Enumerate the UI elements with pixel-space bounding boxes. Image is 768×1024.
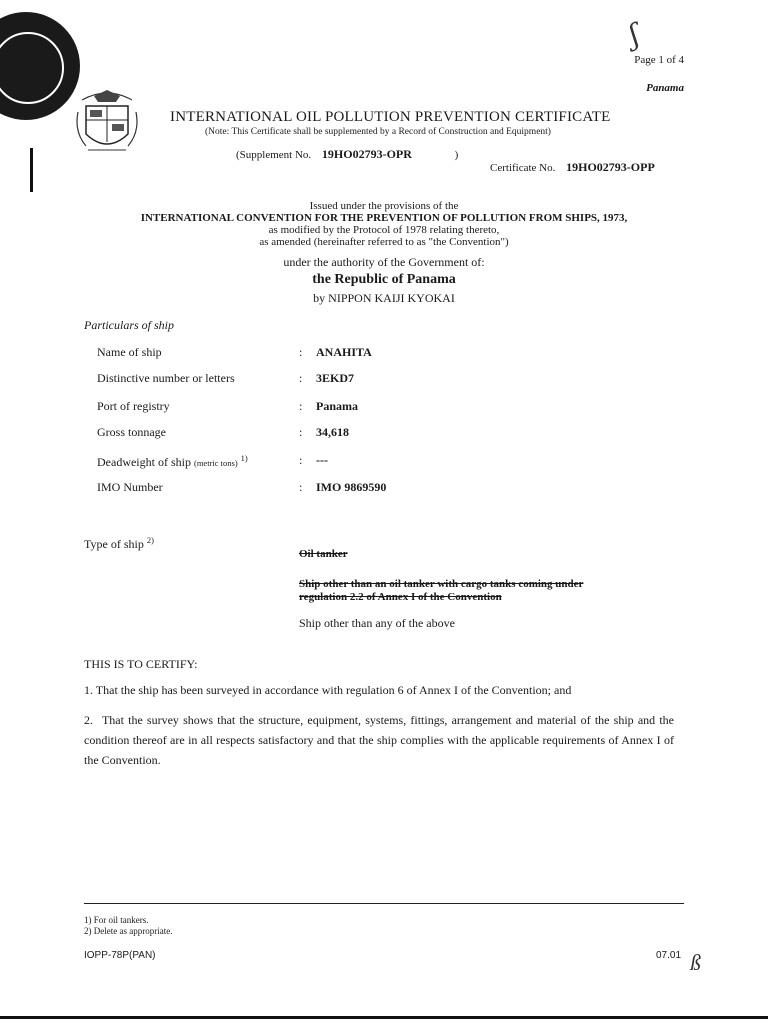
certify-heading: THIS IS TO CERTIFY: (84, 657, 198, 671)
deadweight-label: Deadweight of ship (97, 455, 191, 469)
particular-label: Distinctive number or letters (97, 371, 235, 385)
footnote-ref: 2) (146, 535, 154, 545)
particular-colon: : (299, 453, 303, 467)
issued-line-1: Issued under the provisions of the (309, 200, 459, 212)
particular-label: Port of registry (97, 399, 170, 413)
panama-coat-of-arms-emblem (72, 82, 142, 162)
imo-number-value: IMO 9869590 (316, 480, 387, 494)
ship-type-option-oil-tanker-struck: Oil tanker (299, 548, 348, 560)
particular-label: Gross tonnage (97, 425, 166, 439)
certificate-number-label: Certificate No. (490, 162, 556, 174)
page-number: Page 1 of 4 (634, 54, 684, 66)
form-code: IOPP-78P(PAN) (84, 950, 156, 961)
particular-colon: : (299, 425, 303, 439)
particular-colon: : (299, 371, 303, 385)
call-sign-value: 3EKD7 (316, 371, 355, 385)
deadweight-unit: (metric tons) (193, 458, 238, 468)
handwritten-page-mark: ß (690, 950, 701, 975)
ship-type-option-selected: Ship other than any of the above (299, 616, 455, 630)
certificate-title: INTERNATIONAL OIL POLLUTION PREVENTION CERTIFICATE (170, 109, 611, 125)
scan-edge-bar (0, 1016, 768, 1019)
certify-item-2 (84, 710, 674, 770)
deadweight-value: --- (316, 453, 328, 467)
particular-colon: : (299, 399, 303, 413)
certify-item-2-number: 2. (84, 713, 93, 727)
certificate-note: (Note: This Certificate shall be supplemented by a Record of Construction and Equipment) (205, 127, 551, 137)
supplement-number: 19HO02793-OPR (321, 147, 412, 161)
footnote-divider (84, 903, 684, 904)
particular-colon: : (299, 480, 303, 494)
port-of-registry-value: Panama (316, 399, 358, 413)
issuing-society: by NIPPON KAIJI KYOKAI (313, 291, 455, 305)
footnote-2: 2) Delete as appropriate. (84, 926, 173, 936)
handwritten-initial-mark: ʃ (624, 17, 644, 52)
particular-label: IMO Number (97, 480, 163, 494)
certificate-number-line (490, 160, 655, 175)
margin-mark (30, 148, 33, 192)
ship-type-option-cargo-tanks-struck: Ship other than an oil tanker with cargo tanks coming under regulation 2.2 of Annex I of the Convention (299, 578, 584, 603)
supplement-close: ) (454, 149, 459, 161)
government-name: the Republic of Panama (312, 272, 456, 287)
particular-label (97, 453, 248, 470)
issued-line-4: as amended (hereinafter referred to as "the Convention") (259, 236, 509, 248)
gross-tonnage-value: 34,618 (316, 425, 349, 439)
footnote-ref: 1) (240, 453, 248, 463)
authority-line: under the authority of the Government of: (283, 255, 485, 269)
certificate-number: 19HO02793-OPP (566, 160, 655, 174)
issued-line-3: as modified by the Protocol of 1978 relating thereto, (268, 224, 500, 236)
flag-state-label: Panama (646, 82, 684, 94)
form-version-date: 07.01 (656, 950, 682, 961)
convention-name: INTERNATIONAL CONVENTION FOR THE PREVENTION OF POLLUTION FROM SHIPS, 1973, (140, 212, 628, 224)
issued-under-block (0, 200, 768, 248)
particular-colon: : (299, 345, 303, 359)
certify-item-1: 1. That the ship has been surveyed in accordance with regulation 6 of Annex I of the Convention; and (84, 683, 572, 697)
footnote-1: 1) For oil tankers. (84, 915, 149, 925)
particulars-heading: Particulars of ship (84, 318, 175, 332)
ship-type-label-text: Type of ship (84, 537, 144, 551)
supplement-number-line (236, 147, 458, 162)
particular-label: Name of ship (97, 345, 162, 359)
supplement-label: (Supplement No. (236, 149, 312, 161)
ship-type-label (84, 535, 154, 552)
ship-name-value: ANAHITA (316, 345, 372, 359)
certify-item-2-text: That the survey shows that the structure, equipment, systems, fittings, arrangement and material of the ship and the condition thereof are in all respects satisfactory and that the ship complies with the applicable requirements of Annex I of the Convention. (84, 713, 674, 767)
